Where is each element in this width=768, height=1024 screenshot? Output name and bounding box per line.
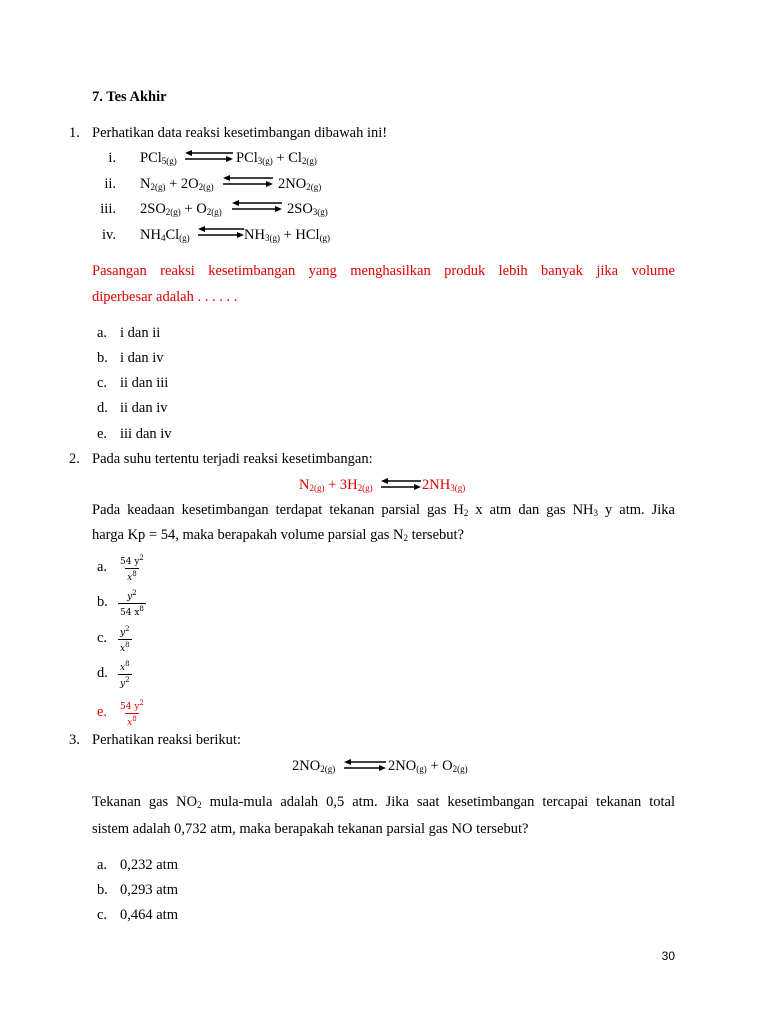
option-text: ii dan iv bbox=[120, 400, 168, 416]
reaction-products: $2NO_{2(g)}$ bbox=[278, 176, 322, 192]
reaction-reactants: $2SO_{2(g)} + O_{2(g)}$ bbox=[140, 201, 222, 217]
reaction-products: $NH_{3(g)} + HCl_{(g)}$ bbox=[244, 227, 331, 243]
reaction-label: ii. bbox=[104, 176, 116, 192]
question-paragraph-line-1: Pada keadaan kesetimbangan terdapat tekanan parsial gas $H_2$ x atm dan gas $NH_3$ y atm. Jika bbox=[92, 502, 675, 518]
question-number: 1. bbox=[69, 125, 80, 141]
question-text: Perhatikan data reaksi kesetimbangan dibawah ini! bbox=[92, 125, 388, 141]
option-letter: b. bbox=[97, 594, 108, 610]
option-letter: c. bbox=[97, 630, 108, 646]
option-text: i dan iv bbox=[120, 350, 164, 366]
equilibrium-arrow-icon bbox=[198, 226, 244, 238]
reaction-products: $2NO_{(g)} + O_{2(g)}$ bbox=[388, 758, 468, 774]
option-letter: a. bbox=[97, 857, 108, 873]
question-paragraph-line-2: sistem adalah 0,732 atm, maka berapakah tekanan parsial gas NO tersebut? bbox=[92, 821, 529, 837]
reaction-reactants: $N_{2(g)} + 2O_{2(g)}$ bbox=[140, 176, 214, 192]
question-number: 3. bbox=[69, 732, 80, 748]
question-paragraph-line-2: harga Kp = 54, maka berapakah volume parsial gas $N_2$ tersebut? bbox=[92, 527, 464, 543]
fraction-answer: $\frac{x^8}{y^2}$ bbox=[120, 660, 130, 689]
reaction-reactants: $NH_4Cl_{(g)}$ bbox=[140, 227, 190, 243]
option-letter: e. bbox=[97, 704, 108, 720]
reaction-products: $PCl_{3(g)} + Cl_{2(g)}$ bbox=[236, 150, 317, 166]
equilibrium-arrow-icon bbox=[185, 150, 233, 162]
section-title: 7. Tes Akhir bbox=[92, 89, 167, 105]
option-text: ii dan iii bbox=[120, 375, 169, 391]
fraction-answer: $\frac{y^2}{54 x^8}$ bbox=[120, 589, 144, 618]
reaction-products: $2SO_{3(g)}$ bbox=[287, 201, 328, 217]
option-letter: b. bbox=[97, 350, 108, 366]
equilibrium-arrow-icon bbox=[223, 175, 273, 187]
option-text: 0,232 atm bbox=[120, 857, 178, 873]
fraction-answer: $\frac{54 y^2}{x^8}$ bbox=[120, 554, 144, 583]
option-text: iii dan iv bbox=[120, 426, 172, 442]
equilibrium-arrow-icon bbox=[381, 478, 421, 490]
question-paragraph-line-1: Tekanan gas $NO_2$ mula-mula adalah 0,5 atm. Jika saat kesetimbangan tercapai tekanan total bbox=[92, 794, 675, 810]
option-letter: a. bbox=[97, 325, 108, 341]
equilibrium-arrow-icon bbox=[232, 200, 282, 212]
reaction-label: iii. bbox=[100, 201, 116, 217]
option-text: i dan ii bbox=[120, 325, 161, 341]
reaction-reactants: PCl$_{5(g)}$ bbox=[140, 150, 177, 166]
option-text: 0,293 atm bbox=[120, 882, 178, 898]
option-letter: d. bbox=[97, 400, 108, 416]
fraction-answer: $\frac{y^2}{x^8}$ bbox=[120, 625, 130, 654]
question-number: 2. bbox=[69, 451, 80, 467]
option-letter: c. bbox=[97, 375, 108, 391]
reaction-reactants: $2NO_{2(g)}$ bbox=[292, 758, 336, 774]
equilibrium-arrow-icon bbox=[344, 759, 386, 771]
page-number: 30 bbox=[661, 949, 675, 963]
reaction-label: iv. bbox=[102, 227, 116, 243]
fraction-answer: $\frac{54 y^2}{x^8}$ bbox=[120, 699, 144, 728]
option-letter: a. bbox=[97, 559, 108, 575]
question-text: Pada suhu tertentu terjadi reaksi kesetimbangan: bbox=[92, 451, 373, 467]
option-letter: b. bbox=[97, 882, 108, 898]
reaction-reactants: $N_{2(g)} + 3H_{2(g)}$ bbox=[299, 477, 373, 493]
question-text: Perhatikan reaksi berikut: bbox=[92, 732, 241, 748]
question-prompt-line-2: diperbesar adalah . . . . . . bbox=[92, 289, 238, 305]
question-prompt-line-1: Pasangan reaksi kesetimbangan yang menghasilkan produk lebih banyak jika volume bbox=[92, 263, 675, 279]
option-text: 0,464 atm bbox=[120, 907, 178, 923]
reaction-label: i. bbox=[108, 150, 116, 166]
option-letter: e. bbox=[97, 426, 108, 442]
option-letter: d. bbox=[97, 665, 108, 681]
reaction-products: $2NH_{3(g)}$ bbox=[422, 477, 466, 493]
option-letter: c. bbox=[97, 907, 108, 923]
